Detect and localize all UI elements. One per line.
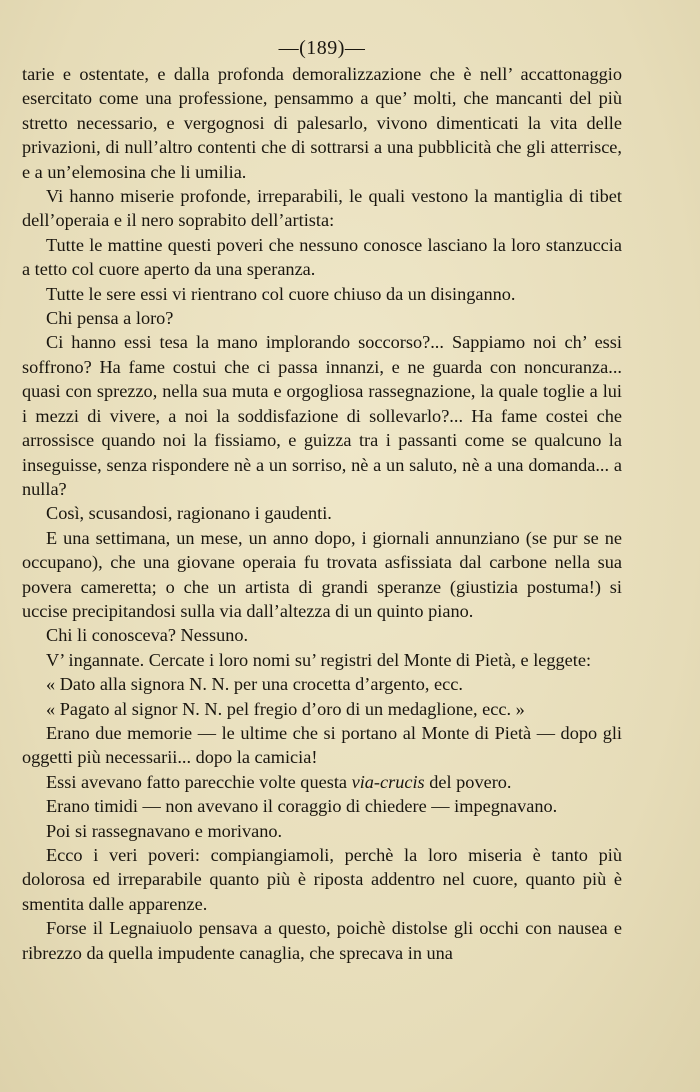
paragraph-continuation: tarie e ostentate, e dalla profonda demoralizzazione che è nell’ accattonaggio esercitato come una professione, pensammo a que’ molti, che mancanti del più stretto necessario, e vergognosi di palesarlo, vivono dimenticati la vita delle privazioni, di null’altro contenti che di sottrarsi a una pubblicità che gli atterrisce, e a un’elemosina che li umilia. <box>22 64 622 182</box>
paragraph: Così, scusandosi, ragionano i gaudenti. <box>46 503 332 524</box>
paragraph-with-emphasis <box>22 770 622 794</box>
register-entry: « Pagato al signor N. N. pel fregio d’oro di un medaglione, ecc. » <box>46 698 525 719</box>
emphasis-after: del povero. <box>424 771 512 792</box>
paragraph: Poi si rassegnavano e morivano. <box>46 820 283 841</box>
emphasis-word: via-crucis <box>351 771 425 792</box>
paragraph: Tutte le mattine questi poveri che nessuno conosce lasciano la loro stanzuccia a tetto col cuore aperto da una speranza. <box>22 234 622 280</box>
paragraph: Ecco i veri poveri: compiangiamoli, perchè la loro miseria è tanto più dolorosa ed irreparabile quanto più è riposta addentro nel cuore, quanto più è smentita dalle apparenze. <box>22 845 622 914</box>
paragraph-continues: Forse il Legnaiuolo pensava a questo, poichè distolse gli occhi con nausea e ribrezzo da quella impudente canaglia, che sprecava in una <box>22 918 622 963</box>
paragraph: V’ ingannate. Cercate i loro nomi su’ registri del Monte di Pietà, e leggete: <box>46 649 592 670</box>
register-entry: « Dato alla signora N. N. per una crocetta d’argento, ecc. <box>46 674 463 695</box>
paragraph: Ci hanno essi tesa la mano implorando soccorso?... Sappiamo noi ch’ essi soffrono? Ha fame costui che ci passa innanzi, e ne guarda con noncuranza... quasi con sprezzo, nella sua muta e orgogliosa rassegnazione, la quale toglie a lui i mezzi di vivere, a noi la soddisfazione di sollevarlo?... Ha fame costei che arrossisce quando noi la fissiamo, e guizza tra i passanti come se qualcuno la inseguisse, senza rispondere nè a un sorriso, nè a un saluto, nè a una domanda... a nulla? <box>22 332 622 499</box>
paragraph: Vi hanno miserie profonde, irreparabili, le quali vestono la mantiglia di tibet dell’operaia e il nero soprabito dell’artista: <box>22 186 622 231</box>
page-number: —(189)— <box>278 37 366 59</box>
emphasis-before: Essi avevano fatto parecchie volte questa <box>46 771 352 792</box>
paragraph: E una settimana, un mese, un anno dopo, i giornali annunziano (se pur se ne occupano), che una giovane operaia fu trovata asfissiata dal carbone nella sua povera cameretta; o che un artista di grandi speranze (giustizia postuma!) si uccise precipitandosi sulla via dall’altezza di un quinto piano. <box>22 527 622 621</box>
paragraph: Tutte le sere essi vi rientrano col cuore chiuso da un disinganno. <box>46 283 516 304</box>
paragraph: Erano due memorie — le ultime che si portano al Monte di Pietà — dopo gli oggetti più necessarii... dopo la camicia! <box>22 722 622 768</box>
paragraph: Chi li conosceva? Nessuno. <box>46 625 249 646</box>
paragraph: Chi pensa a loro? <box>46 308 174 329</box>
paragraph: Erano timidi — non avevano il coraggio di chiedere — impegnavano. <box>46 796 558 817</box>
